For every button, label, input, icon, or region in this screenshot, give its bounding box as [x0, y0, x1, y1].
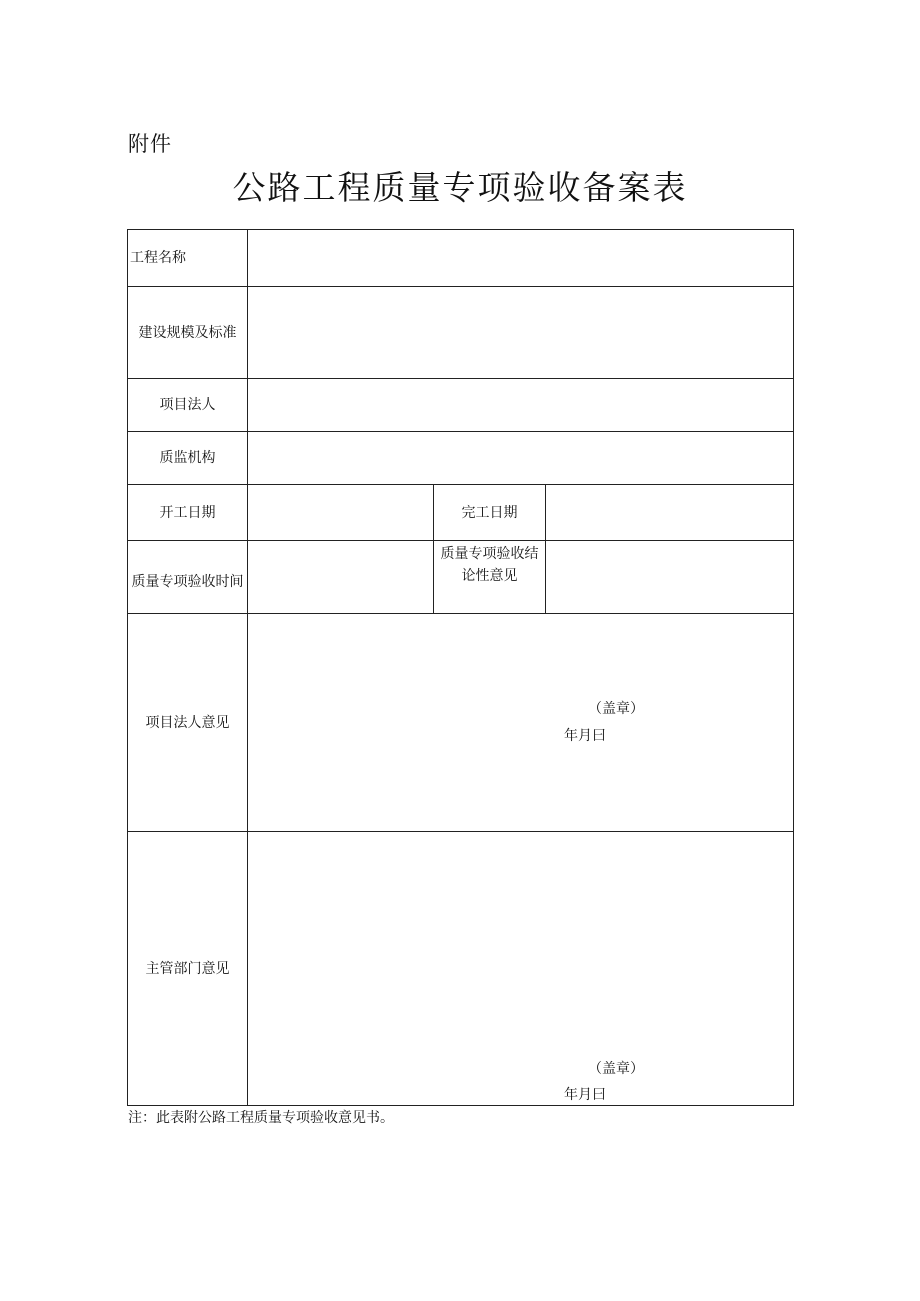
start-date-label: 开工日期 [128, 485, 248, 541]
attachment-label: 附件 [128, 132, 172, 156]
row-authority-opinion [128, 832, 794, 1106]
date-text: 年月曰 [564, 728, 606, 744]
seal-text: （盖章） [588, 701, 644, 717]
row-legal-person [128, 379, 794, 432]
scale-label: 建设规模及标准 [128, 287, 248, 379]
authority-opinion-label: 主管部门意见 [128, 832, 248, 1106]
supervision-field[interactable] [248, 432, 794, 485]
document-title: 公路工程质量专项验收备案表 [232, 168, 688, 207]
row-legal-person-opinion [128, 614, 794, 832]
row-project-name [128, 230, 794, 287]
date-text: 年月曰 [564, 1087, 606, 1103]
end-date-field[interactable] [546, 485, 794, 541]
footnote: 注：此表附公路工程质量专项验收意见书。 [128, 1110, 394, 1126]
row-dates [128, 485, 794, 541]
legal-person-opinion-field[interactable] [248, 614, 794, 832]
conclusion-label: 质量专项验收结论性意见 [434, 541, 546, 614]
project-name-field[interactable] [248, 230, 794, 287]
scale-field[interactable] [248, 287, 794, 379]
end-date-label: 完工日期 [434, 485, 546, 541]
acceptance-time-field[interactable] [248, 541, 434, 614]
project-name-label: 工程名称 [128, 230, 248, 287]
start-date-field[interactable] [248, 485, 434, 541]
seal-text: （盖章） [588, 1061, 644, 1077]
legal-person-label: 项目法人 [128, 379, 248, 432]
row-scale [128, 287, 794, 379]
acceptance-time-label: 质量专项验收时间 [128, 541, 248, 614]
legal-person-field[interactable] [248, 379, 794, 432]
supervision-label: 质监机构 [128, 432, 248, 485]
row-acceptance [128, 541, 794, 614]
legal-person-opinion-label: 项目法人意见 [128, 614, 248, 832]
authority-opinion-field[interactable] [248, 832, 794, 1106]
filing-form-table [127, 229, 794, 1106]
row-supervision [128, 432, 794, 485]
conclusion-field[interactable] [546, 541, 794, 614]
